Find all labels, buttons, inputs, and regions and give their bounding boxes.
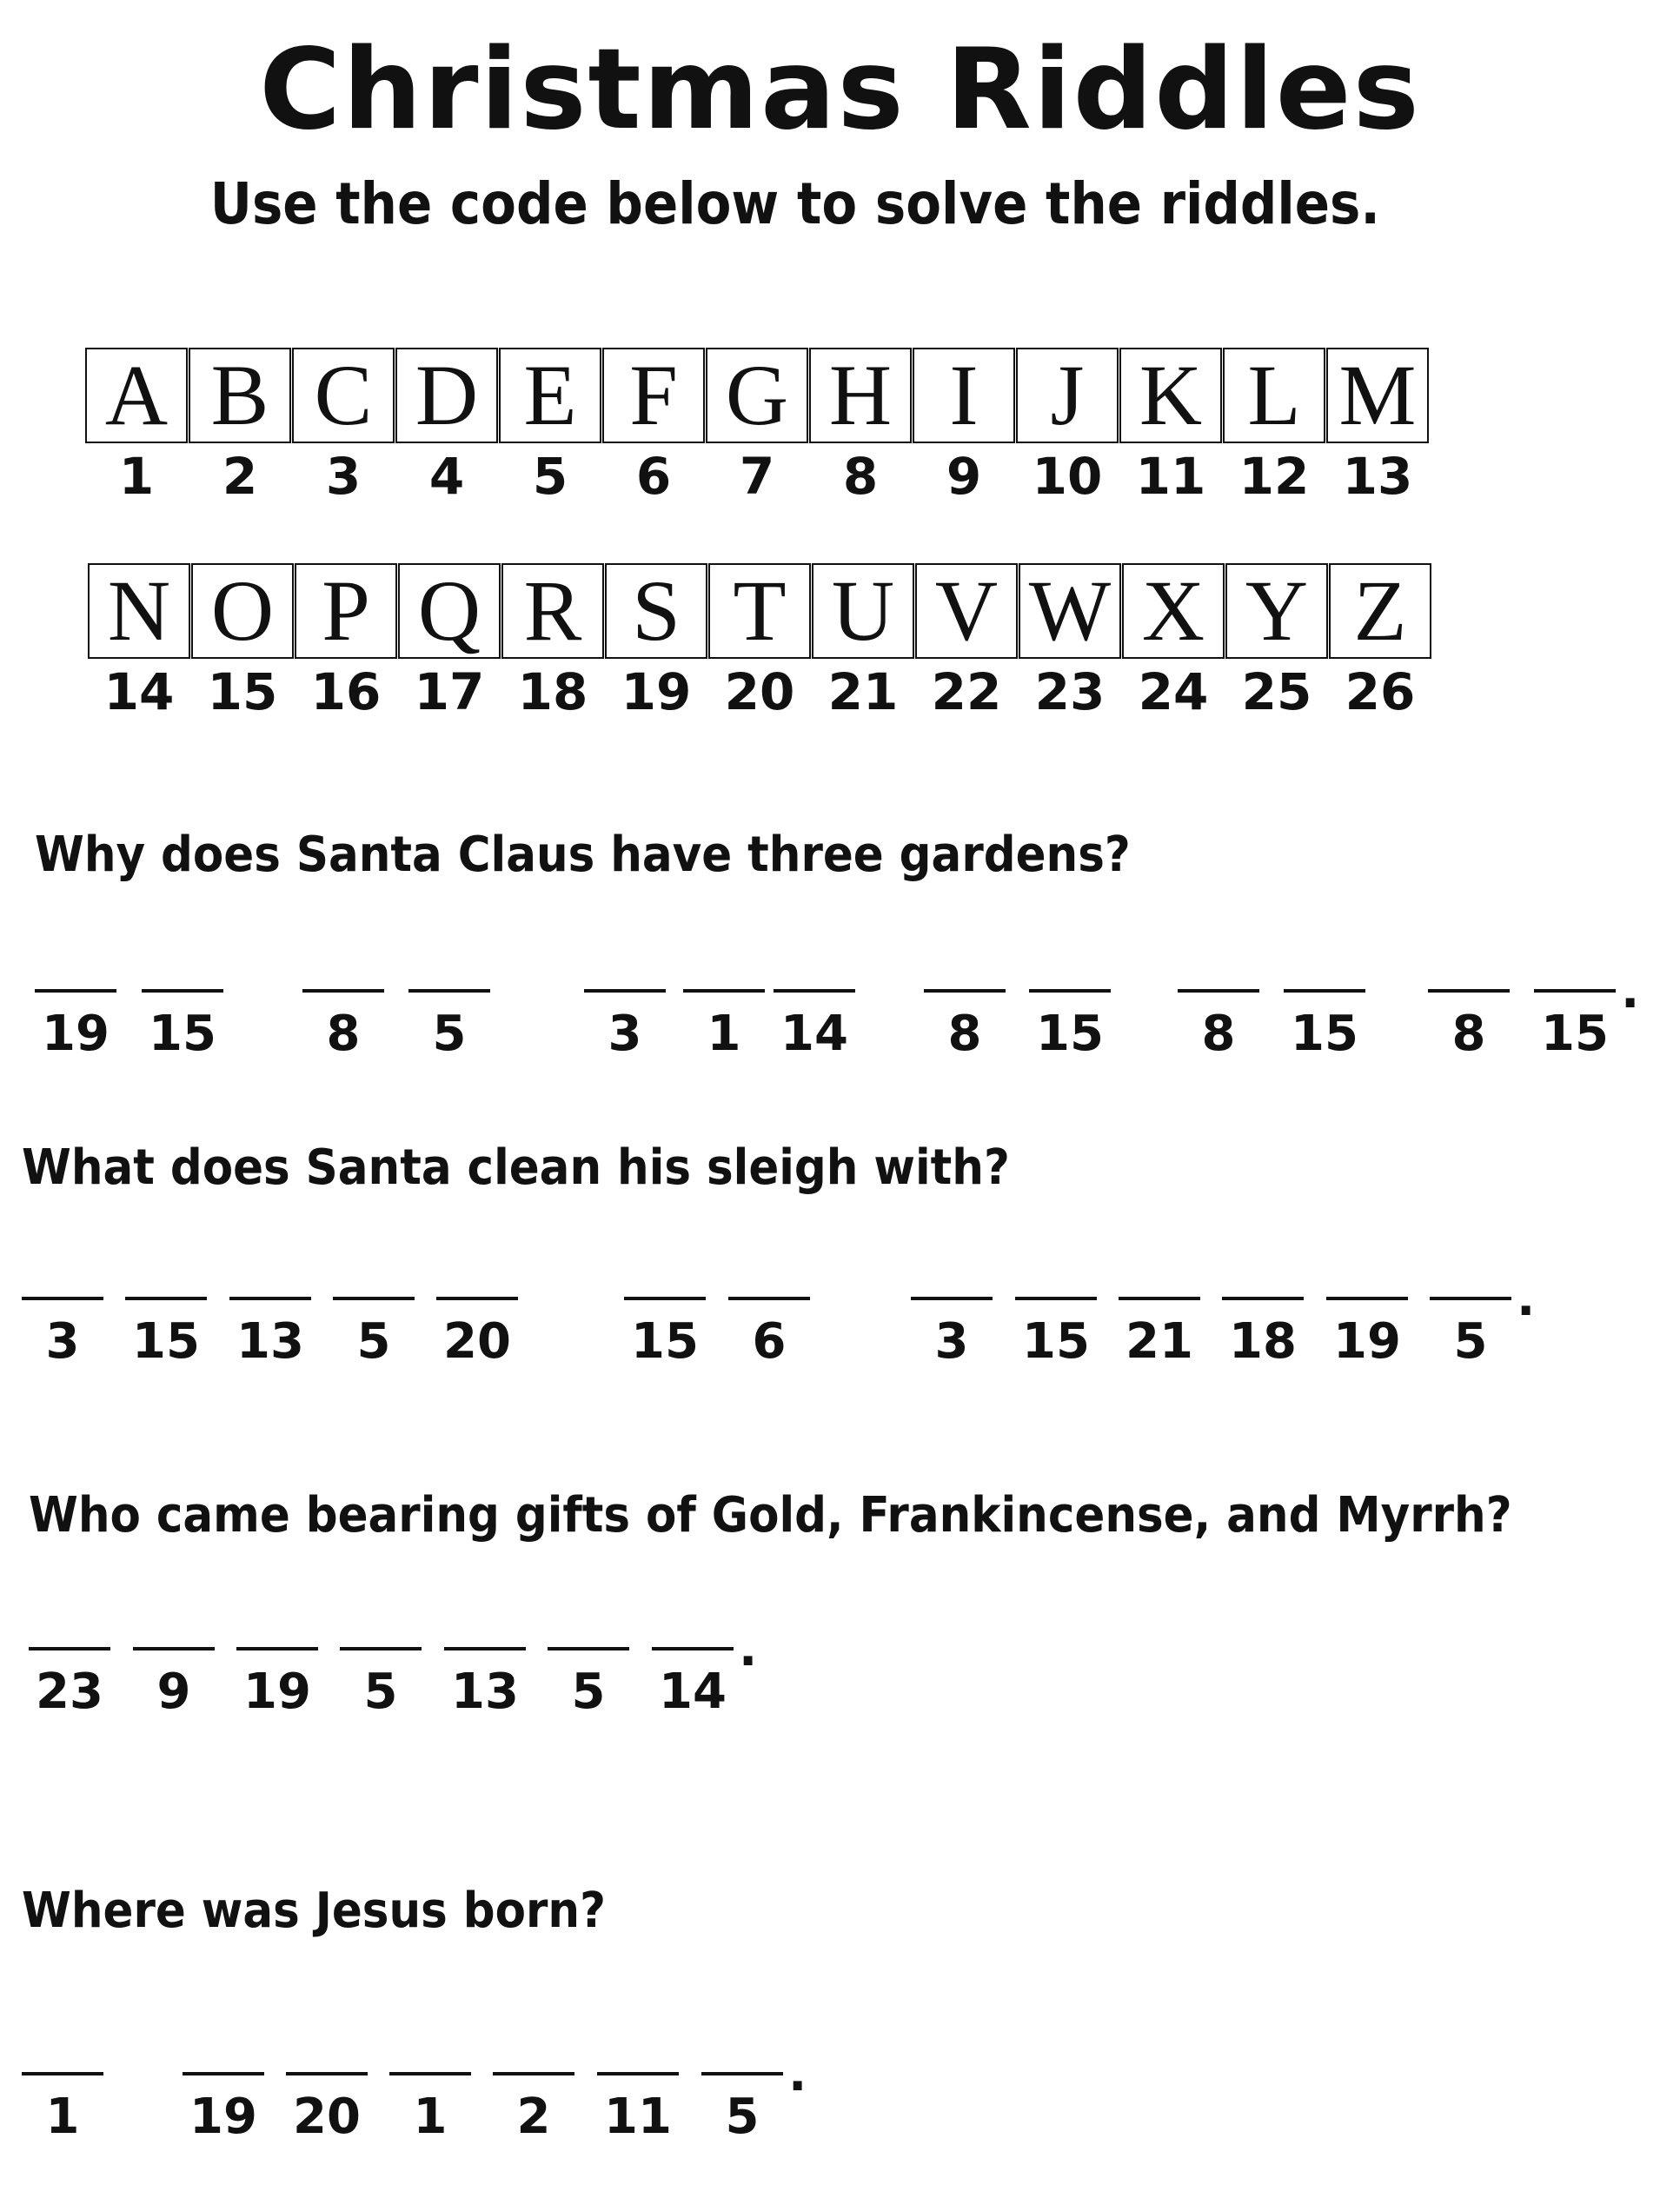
answer-blank — [584, 989, 666, 993]
answer-blank — [597, 2072, 679, 2075]
code-number: 9 — [946, 447, 982, 506]
code-number: 15 — [1036, 1006, 1104, 1062]
code-cell — [1019, 563, 1121, 723]
code-number: 7 — [739, 447, 775, 506]
riddle-question: Why does Santa Claus have three gardens? — [35, 827, 1131, 883]
answer-blank — [701, 2072, 783, 2075]
code-number: 13 — [451, 1664, 519, 1720]
code-number: 15 — [1541, 1006, 1609, 1062]
code-number: 19 — [42, 1006, 110, 1062]
code-number: 15 — [149, 1006, 216, 1062]
answer-blank — [436, 1297, 518, 1300]
code-number: 15 — [631, 1313, 699, 1370]
code-cell — [1225, 563, 1328, 723]
answer-slot — [584, 989, 666, 1063]
answer-slot — [302, 989, 384, 1063]
code-number: 11 — [604, 2089, 672, 2145]
answer-slot — [493, 2072, 574, 2146]
answer-row — [0, 1271, 1634, 1410]
instructions: Use the code below to solve the riddles. — [209, 170, 1380, 237]
answer-blank — [29, 1647, 110, 1650]
code-letter: O — [191, 563, 294, 659]
code-cell — [398, 563, 501, 723]
answer-row — [0, 1621, 1634, 1760]
answer-blank — [728, 1297, 810, 1300]
code-number: 13 — [236, 1313, 304, 1370]
answer-blank — [22, 1297, 103, 1300]
code-letter: P — [295, 563, 397, 659]
code-number: 5 — [432, 1006, 467, 1062]
code-letter: M — [1326, 348, 1429, 443]
code-cell — [499, 348, 601, 508]
code-letter: L — [1223, 348, 1325, 443]
code-number: 20 — [293, 2089, 361, 2145]
code-number: 15 — [1291, 1006, 1358, 1062]
answer-slot — [444, 1647, 526, 1721]
code-cell — [812, 563, 914, 723]
code-letter: R — [501, 563, 604, 659]
code-number: 2 — [516, 2089, 551, 2145]
code-number: 8 — [1451, 1006, 1486, 1062]
code-cell — [292, 348, 395, 508]
code-number: 19 — [1333, 1313, 1401, 1370]
answer-slot — [229, 1297, 311, 1371]
code-number: 20 — [443, 1313, 511, 1370]
answer-slot — [236, 1647, 318, 1721]
code-number: 23 — [36, 1664, 103, 1720]
code-number: 19 — [243, 1664, 311, 1720]
code-cell — [1223, 348, 1325, 508]
answer-slot — [125, 1297, 207, 1371]
code-number: 3 — [608, 1006, 642, 1062]
answer-slot — [1222, 1297, 1304, 1371]
code-letter: A — [85, 348, 188, 443]
code-number: 14 — [103, 662, 175, 721]
code-number: 3 — [45, 1313, 80, 1370]
code-cell — [88, 563, 190, 723]
code-number: 6 — [635, 447, 672, 506]
answer-slot — [774, 989, 855, 1063]
code-letter: J — [1016, 348, 1119, 443]
answer-blank — [1430, 1297, 1511, 1300]
answer-slot — [29, 1647, 110, 1721]
code-number: 24 — [1138, 662, 1209, 721]
code-letter: E — [499, 348, 601, 443]
answer-slot — [911, 1297, 993, 1371]
answer-slot — [1430, 1297, 1511, 1371]
code-number: 8 — [842, 447, 879, 506]
answer-blank — [408, 989, 490, 993]
answer-blank — [911, 1297, 993, 1300]
end-period: . — [1621, 963, 1640, 1019]
answer-slot — [548, 1647, 629, 1721]
code-cell — [809, 348, 912, 508]
code-number: 18 — [1229, 1313, 1297, 1370]
answer-blank — [683, 989, 765, 993]
code-number: 3 — [934, 1313, 969, 1370]
code-cell — [706, 348, 808, 508]
answer-blank — [183, 2072, 264, 2075]
answer-blank — [774, 989, 855, 993]
code-cell — [1122, 563, 1225, 723]
answer-slot — [22, 1297, 103, 1371]
code-cell — [501, 563, 604, 723]
code-cell — [1329, 563, 1431, 723]
code-number: 5 — [356, 1313, 391, 1370]
answer-slot — [286, 2072, 368, 2146]
code-number: 18 — [517, 662, 588, 721]
code-letter: N — [88, 563, 190, 659]
code-number: 12 — [1238, 447, 1310, 506]
answer-blank — [1015, 1297, 1097, 1300]
answer-blank — [133, 1647, 215, 1650]
code-number: 1 — [707, 1006, 741, 1062]
answer-blank — [444, 1647, 526, 1650]
answer-slot — [728, 1297, 810, 1371]
answer-slot — [35, 989, 116, 1063]
code-letter: U — [812, 563, 914, 659]
answer-slot — [133, 1647, 215, 1721]
answer-slot — [683, 989, 765, 1063]
code-number: 15 — [1022, 1313, 1090, 1370]
code-number: 21 — [1126, 1313, 1193, 1370]
riddle-question: What does Santa clean his sleigh with? — [22, 1139, 1010, 1196]
answer-slot — [389, 2072, 471, 2146]
answer-slot — [1326, 1297, 1408, 1371]
answer-blank — [548, 1647, 629, 1650]
answer-blank — [1222, 1297, 1304, 1300]
worksheet-title: Christmas Riddles — [259, 25, 1421, 155]
answer-slot — [22, 2072, 103, 2146]
answer-blank — [1326, 1297, 1408, 1300]
code-number: 11 — [1135, 447, 1206, 506]
code-number: 15 — [207, 662, 278, 721]
answer-blank — [142, 989, 223, 993]
code-letter: X — [1122, 563, 1225, 659]
answer-blank — [333, 1297, 415, 1300]
answer-blank — [493, 2072, 574, 2075]
answer-blank — [286, 2072, 368, 2075]
code-letter: S — [605, 563, 707, 659]
code-number: 19 — [621, 662, 692, 721]
code-cell — [295, 563, 397, 723]
code-cell — [189, 348, 291, 508]
code-number: 5 — [1453, 1313, 1488, 1370]
answer-blank — [125, 1297, 207, 1300]
answer-slot — [340, 1647, 422, 1721]
answer-slot — [1178, 989, 1259, 1063]
code-number: 1 — [45, 2089, 80, 2145]
code-cell — [1016, 348, 1119, 508]
answer-slot — [1119, 1297, 1200, 1371]
code-letter: H — [809, 348, 912, 443]
answer-blank — [1029, 989, 1111, 993]
code-number: 14 — [780, 1006, 848, 1062]
code-letter: B — [189, 348, 291, 443]
code-letter: Z — [1329, 563, 1431, 659]
code-number: 4 — [428, 447, 465, 506]
code-letter: Q — [398, 563, 501, 659]
answer-slot — [701, 2072, 783, 2146]
code-letter: I — [913, 348, 1015, 443]
answer-slot — [652, 1647, 734, 1721]
answer-slot — [142, 989, 223, 1063]
answer-blank — [1284, 989, 1365, 993]
code-number: 17 — [414, 662, 485, 721]
answer-row — [0, 963, 1640, 1102]
code-number: 25 — [1241, 662, 1312, 721]
code-number: 21 — [827, 662, 899, 721]
answer-slot — [1428, 989, 1510, 1063]
answer-blank — [236, 1647, 318, 1650]
code-number: 26 — [1345, 662, 1416, 721]
answer-blank — [340, 1647, 422, 1650]
code-cell — [913, 348, 1015, 508]
code-number: 22 — [931, 662, 1002, 721]
code-cell — [85, 348, 188, 508]
code-number: 8 — [947, 1006, 982, 1062]
answer-slot — [597, 2072, 679, 2146]
code-number: 23 — [1034, 662, 1106, 721]
code-cell — [605, 563, 707, 723]
code-number: 5 — [363, 1664, 398, 1720]
code-letter: D — [395, 348, 498, 443]
riddle-question: Who came bearing gifts of Gold, Frankincense, and Myrrh? — [29, 1487, 1512, 1544]
answer-slot — [1029, 989, 1111, 1063]
code-cell — [602, 348, 705, 508]
answer-blank — [1119, 1297, 1200, 1300]
code-number: 5 — [571, 1664, 606, 1720]
code-number: 10 — [1032, 447, 1103, 506]
code-cell — [191, 563, 294, 723]
end-period: . — [788, 2046, 807, 2102]
code-number: 3 — [325, 447, 362, 506]
answer-slot — [333, 1297, 415, 1371]
answer-blank — [624, 1297, 706, 1300]
answer-blank — [924, 989, 1006, 993]
answer-slot — [1534, 989, 1616, 1063]
code-number: 13 — [1342, 447, 1413, 506]
code-number: 9 — [156, 1664, 191, 1720]
answer-blank — [1534, 989, 1616, 993]
code-cell — [1119, 348, 1222, 508]
answer-slot — [924, 989, 1006, 1063]
code-letter: V — [915, 563, 1018, 659]
code-number: 15 — [132, 1313, 200, 1370]
end-period: . — [1517, 1271, 1536, 1327]
answer-blank — [1428, 989, 1510, 993]
code-row — [88, 563, 1565, 737]
code-letter: T — [708, 563, 811, 659]
code-cell — [708, 563, 811, 723]
answer-slot — [408, 989, 490, 1063]
answer-row — [0, 2046, 1634, 2185]
end-period: . — [739, 1621, 758, 1677]
code-row — [85, 348, 1563, 521]
code-letter: K — [1119, 348, 1222, 443]
code-letter: W — [1019, 563, 1121, 659]
code-number: 8 — [326, 1006, 361, 1062]
riddle-question: Where was Jesus born? — [22, 1883, 607, 1939]
code-letter: C — [292, 348, 395, 443]
answer-blank — [389, 2072, 471, 2075]
answer-blank — [22, 2072, 103, 2075]
code-number: 16 — [310, 662, 382, 721]
code-letter: F — [602, 348, 705, 443]
code-number: 6 — [752, 1313, 787, 1370]
code-letter: G — [706, 348, 808, 443]
code-number: 20 — [724, 662, 795, 721]
code-number: 5 — [725, 2089, 760, 2145]
answer-slot — [1284, 989, 1365, 1063]
answer-blank — [302, 989, 384, 993]
code-letter: Y — [1225, 563, 1328, 659]
answer-slot — [1015, 1297, 1097, 1371]
answer-slot — [436, 1297, 518, 1371]
code-number: 1 — [118, 447, 155, 506]
answer-blank — [35, 989, 116, 993]
code-cell — [915, 563, 1018, 723]
code-cell — [1326, 348, 1429, 508]
answer-slot — [183, 2072, 264, 2146]
answer-blank — [1178, 989, 1259, 993]
code-number: 5 — [532, 447, 568, 506]
answer-blank — [229, 1297, 311, 1300]
answer-slot — [624, 1297, 706, 1371]
code-number: 2 — [222, 447, 258, 506]
code-number: 14 — [659, 1664, 727, 1720]
answer-blank — [652, 1647, 734, 1650]
code-cell — [395, 348, 498, 508]
code-number: 19 — [189, 2089, 257, 2145]
code-number: 1 — [413, 2089, 448, 2145]
code-number: 8 — [1201, 1006, 1236, 1062]
